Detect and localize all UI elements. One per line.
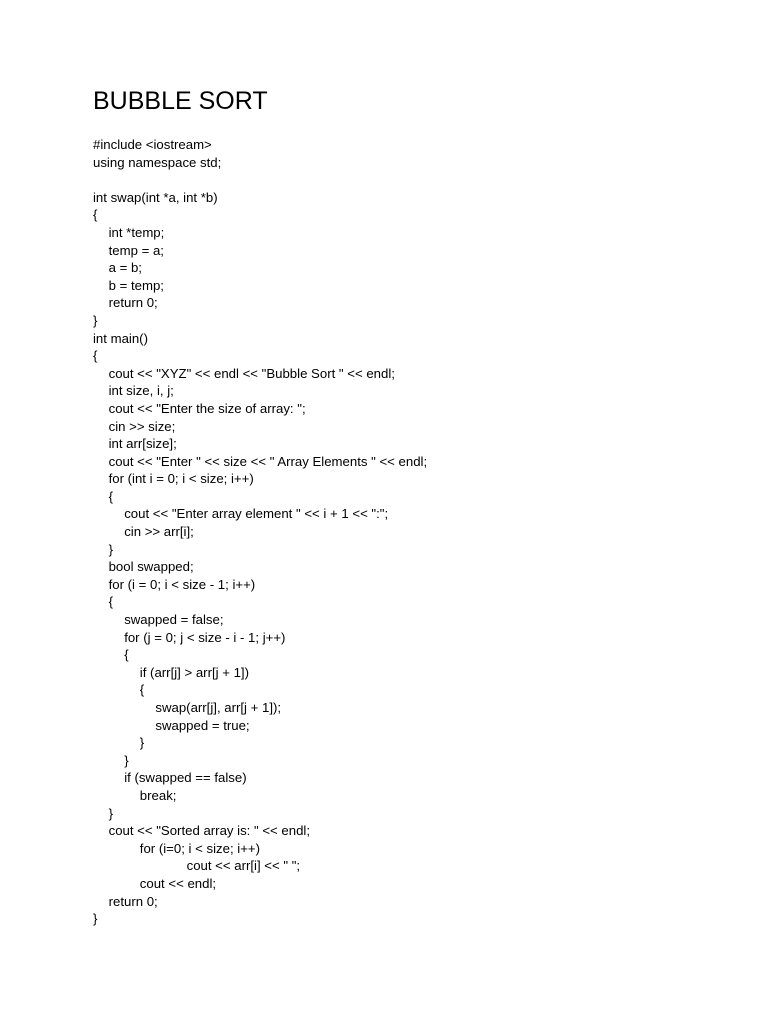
code-line: cout << "Enter " << size << " Array Elements " << endl; <box>108 453 428 469</box>
code-line: cin >> arr[i]; <box>124 524 194 540</box>
code-line: } <box>139 735 145 751</box>
code-line: int *temp; <box>108 224 165 240</box>
code-line: { <box>124 647 129 663</box>
code-line: cin >> size; <box>108 418 176 434</box>
code-line: int swap(int *a, int *b) <box>93 189 218 205</box>
code-line: int size, i, j; <box>108 383 174 399</box>
code-line: swapped = true; <box>155 717 250 733</box>
code-line: { <box>93 348 98 364</box>
code-line: cout << arr[i] << " "; <box>186 858 301 874</box>
code-line: } <box>108 541 113 557</box>
document-title: BUBBLE SORT <box>93 87 268 115</box>
code-line: for (int i = 0; i < size; i++) <box>108 471 254 487</box>
code-line: } <box>124 752 129 768</box>
code-line: { <box>139 682 145 698</box>
code-line: if (swapped == false) <box>124 770 247 786</box>
code-line: int main() <box>93 330 148 346</box>
code-line: return 0; <box>108 893 158 909</box>
code-line: for (j = 0; j < size - i - 1; j++) <box>124 629 286 645</box>
code-line: #include <iostream> <box>93 137 212 152</box>
code-line: using namespace std; <box>93 154 222 170</box>
code-line: } <box>93 911 98 927</box>
code-line: bool swapped; <box>108 559 194 575</box>
code-line: cout << "Enter the size of array: "; <box>108 400 306 416</box>
code-line: int arr[size]; <box>108 436 177 452</box>
code-line: } <box>108 805 113 821</box>
code-line: for (i=0; i < size; i++) <box>139 840 260 856</box>
code-line: swap(arr[j], arr[j + 1]); <box>155 700 282 715</box>
code-line: if (arr[j] > arr[j + 1]) <box>139 664 249 680</box>
code-line: a = b; <box>108 260 142 276</box>
code-line: { <box>108 488 113 504</box>
code-line: b = temp; <box>108 277 164 293</box>
code-line: for (i = 0; i < size - 1; i++) <box>108 576 256 592</box>
code-line: cout << "Sorted array is: " << endl; <box>108 823 311 839</box>
code-line: cout << endl; <box>139 875 217 891</box>
code-line: temp = a; <box>108 242 164 258</box>
code-line: swapped = false; <box>124 612 224 628</box>
code-line: cout << "XYZ" << endl << "Bubble Sort " << endl; <box>108 365 395 381</box>
code-line: { <box>93 207 98 223</box>
code-listing <box>93 136 427 928</box>
code-line: cout << "Enter array element " << i + 1 << ":"; <box>124 506 389 522</box>
code-line: } <box>93 312 98 328</box>
code-line <box>93 171 427 189</box>
code-line: break; <box>139 787 177 803</box>
code-line: { <box>108 594 113 610</box>
code-line: return 0; <box>108 295 158 311</box>
